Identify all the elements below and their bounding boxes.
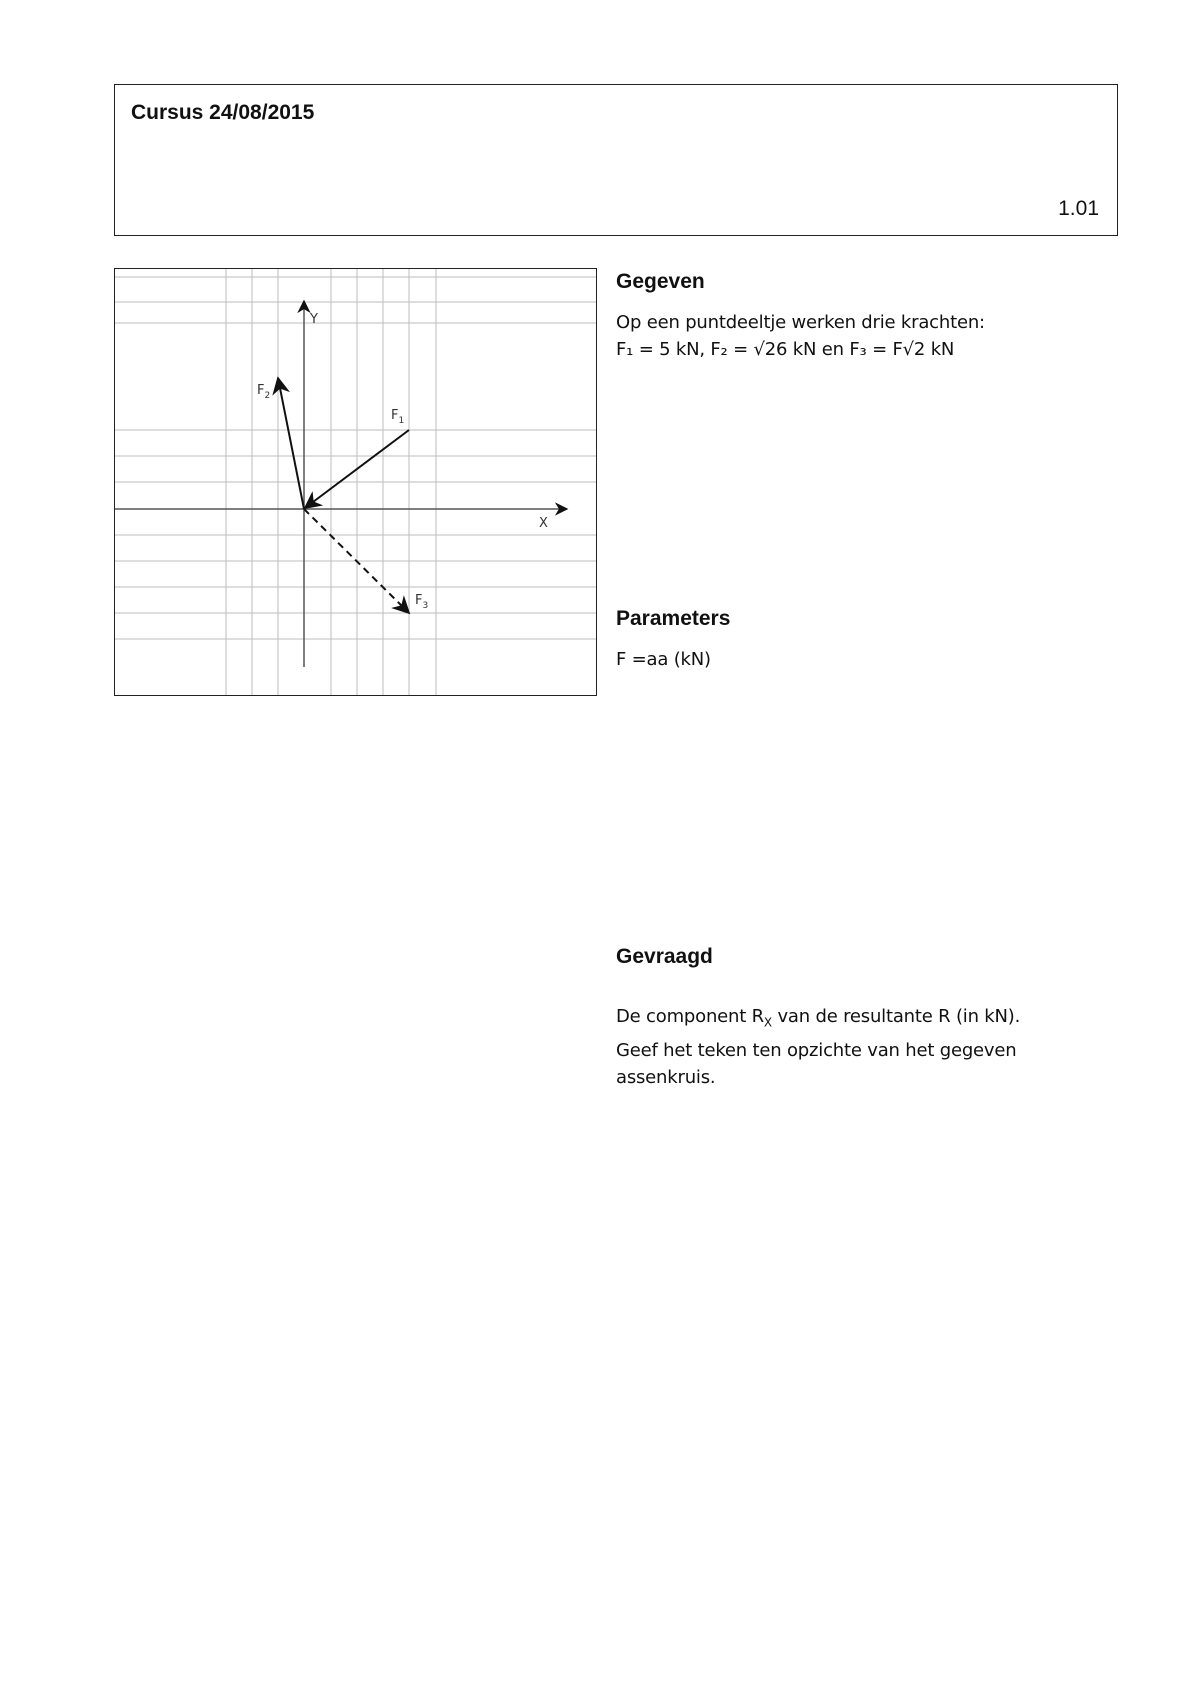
grid: [115, 269, 597, 696]
exercise-number: 1.01: [1058, 197, 1099, 220]
force-f1-label: $F_1$: [391, 408, 405, 426]
gegeven-line-2: F₁ = 5 kN, F₂ = √26 kN en F₃ = F√2 kN: [616, 339, 955, 360]
gevraagd-text: [616, 1003, 1020, 1091]
gegeven-line-1: Op een puntdeeltje werken drie krachten:: [616, 312, 985, 333]
parameters-heading: Parameters: [616, 607, 731, 630]
force-diagram: [114, 268, 597, 696]
gegeven-heading: Gegeven: [616, 270, 705, 293]
force-f2-label: $F_2$: [257, 383, 271, 401]
gevraagd-line-1-sub: X: [763, 1015, 772, 1030]
gegeven-text: [616, 309, 985, 363]
gevraagd-line-1: [616, 1003, 1020, 1037]
y-axis-label: Y: [310, 312, 318, 327]
parameters-text: [616, 646, 711, 673]
header-box: [114, 84, 1118, 236]
gevraagd-line-2: Geef het teken ten opzichte van het gegeven: [616, 1039, 1017, 1061]
x-axis-label: X: [539, 516, 548, 531]
gevraagd-line-3: assenkruis.: [616, 1066, 716, 1088]
parameters-line-1: F =aa (kN): [616, 649, 711, 670]
force-f3-label: $F_3$: [415, 593, 429, 611]
gevraagd-line-1-pre: De component R: [616, 1006, 764, 1027]
gevraagd-line-1-post: van de resultante R (in kN).: [771, 1006, 1021, 1027]
force-f2-arrow: [278, 378, 304, 509]
course-title: Cursus 24/08/2015: [131, 101, 315, 124]
gevraagd-heading: Gevraagd: [616, 945, 713, 968]
force-diagram-svg: [115, 269, 597, 696]
